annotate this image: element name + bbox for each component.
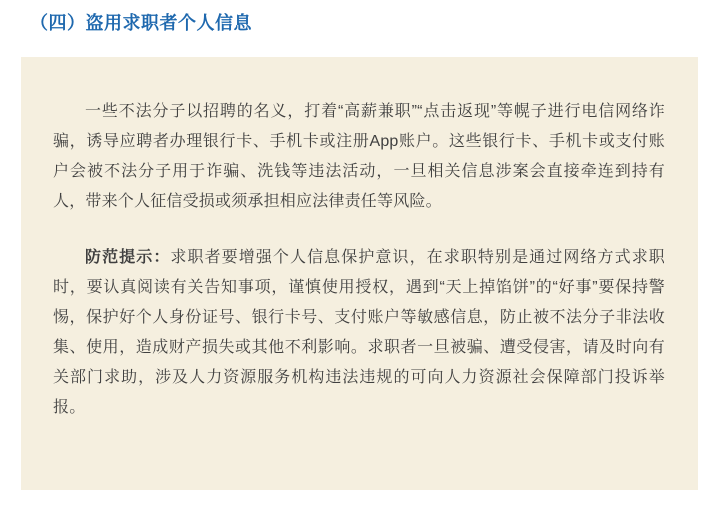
paragraph-tips <box>53 243 665 423</box>
paragraph-intro: 一些不法分子以招聘的名义，打着“高薪兼职”“点击返现”等幌子进行电信网络诈骗，诱导应聘者办理银行卡、手机卡或注册App账户。这些银行卡、手机卡或支付账户会被不法分子用于诈骗、洗钱等违法活动，一旦相关信息涉案会直接牵连到持有人，带来个人征信受损或须承担相应法律责任等风险。 <box>53 103 665 210</box>
section-heading: （四）盗用求职者个人信息 <box>30 13 252 33</box>
content-panel <box>21 57 698 490</box>
tips-label: 防范提示： <box>85 249 171 266</box>
tips-body: 求职者要增强个人信息保护意识，在求职特别是通过网络方式求职时，要认真阅读有关告知事项，谨慎使用授权，遇到“天上掉馅饼”的“好事”要保持警惕，保护好个人身份证号、银行卡号、支付账户等敏感信息，防止被不法分子非法收集、使用，造成财产损失或其他不利影响。求职者一旦被骗、遭受侵害，请及时向有关部门求助，涉及人力资源服务机构违法违规的可向人力资源社会保障部门投诉举报。 <box>53 249 665 416</box>
